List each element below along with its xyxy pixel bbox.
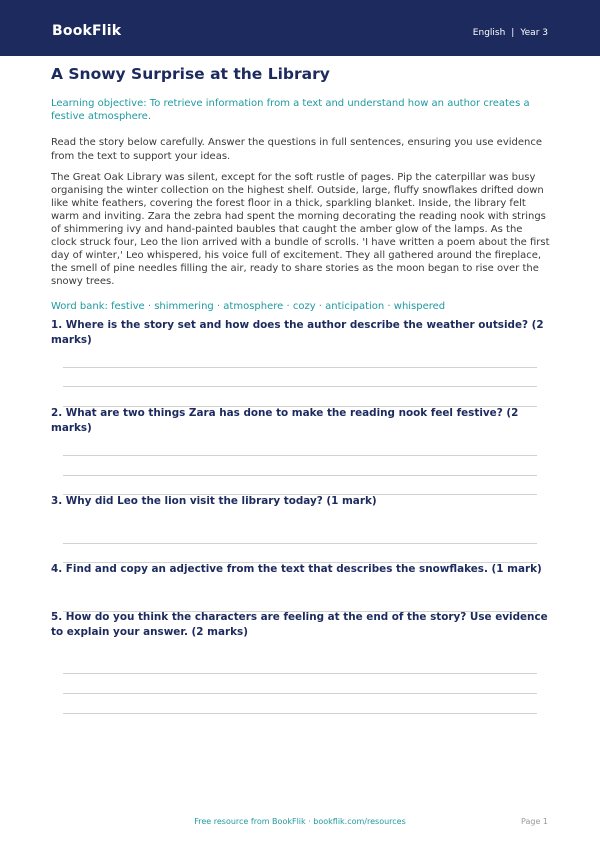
question-1: 1. Where is the story set and how does the author describe the weather outside? (2 marks): [51, 319, 544, 346]
year-label: Year 3: [520, 28, 548, 38]
answer-line[interactable]: [63, 543, 537, 544]
answer-line[interactable]: [63, 367, 537, 368]
answer-line[interactable]: [63, 475, 537, 476]
header-meta: [473, 28, 548, 38]
brand-logo-text: BookFlik: [52, 23, 122, 39]
question-2: 2. What are two things Zara has done to make the reading nook feel festive? (2 marks): [51, 407, 519, 434]
instructions: Read the story below carefully. Answer the questions in full sentences, ensuring you use evidence from the text to support your ideas.: [51, 137, 543, 162]
story-passage: The Great Oak Library was silent, except for the soft rustle of pages. Pip the caterpillar was busy organising the winter collection on the highest shelf. Outside, large, fluffy snowflakes drifted down like white feathers, covering the forest floor in a thick, sparkling blanket. Inside, the library felt warm and inviting. Zara the zebra had spent the morning decorating the reading nook with strings of shimmering ivy and hand-painted baubles that caught the amber glow of the lamps. As the clock struck four, Leo the lion arrived with a bundle of scrolls. 'I have written a poem about the first day of winter,' Leo whispered, his voice full of excitement. They all gathered around the fireplace, the smell of pine needles filling the air, ready to share stories as the moon began to rise over the snowy trees.: [51, 172, 550, 288]
footer-link-text: Free resource from BookFlik · bookflik.com/resources: [194, 817, 406, 826]
meta-separator: |: [511, 28, 515, 38]
answer-line[interactable]: [63, 713, 537, 714]
answer-line[interactable]: [63, 673, 537, 674]
word-bank: Word bank: festive · shimmering · atmosphere · cozy · anticipation · whispered: [51, 301, 446, 313]
page-number: Page 1: [521, 817, 548, 826]
question-4: 4. Find and copy an adjective from the text that describes the snowflakes. (1 mark): [51, 563, 542, 575]
subject-label: English: [472, 28, 506, 38]
answer-line[interactable]: [63, 386, 537, 387]
learning-objective: Learning objective: To retrieve information from a text and understand how an author creates a festive atmosphere.: [51, 98, 530, 122]
worksheet-title: A Snowy Surprise at the Library: [51, 65, 330, 83]
answer-line[interactable]: [63, 693, 537, 694]
question-3: 3. Why did Leo the lion visit the library today? (1 mark): [51, 495, 377, 507]
page-header: [0, 0, 600, 56]
answer-line[interactable]: [63, 455, 537, 456]
worksheet-intro: [51, 64, 551, 312]
question-5: 5. How do you think the characters are feeling at the end of the story? Use evidence to explain your answer. (2 marks): [51, 611, 548, 638]
